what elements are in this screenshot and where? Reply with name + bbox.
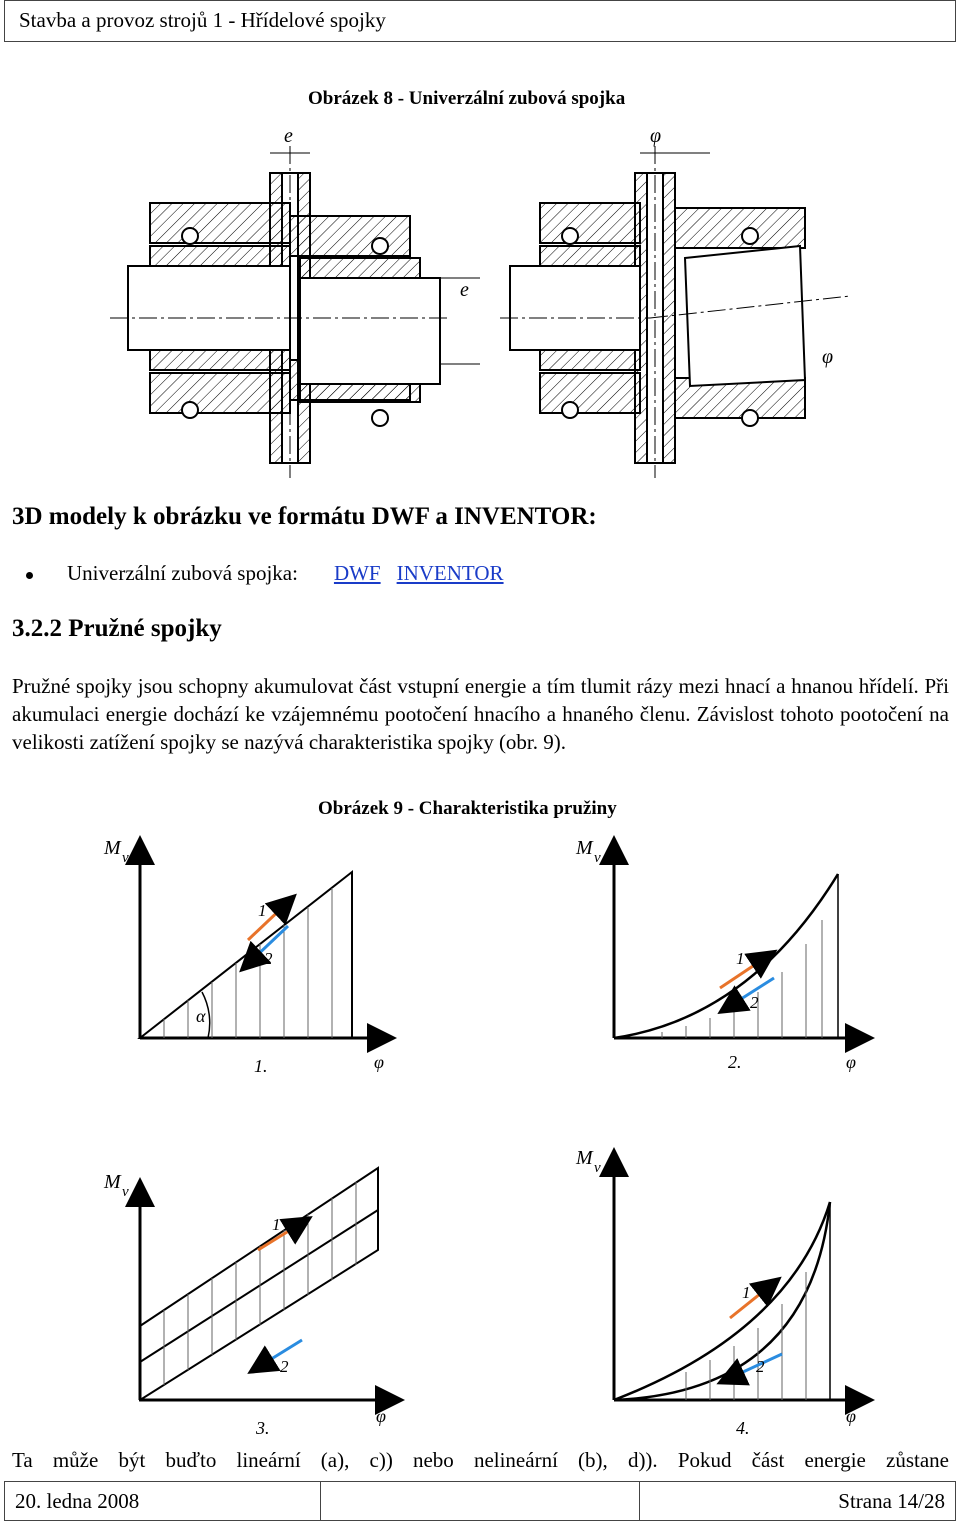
panel-4-y-label: M xyxy=(576,1147,593,1169)
figure-9-caption: Obrázek 9 - Charakteristika pružiny xyxy=(318,798,617,819)
section-paragraph: Pružné spojky jsou schopny akumulovat část vstupní energie a tím tlumit rázy mezi hnací a hnanou hřídelí. Při akumulaci energie dochází ke vzájemnému pootočení hnacího a hnaného členu. Závislost tohoto pootočení na velikosti zatížení spojky se nazývá charakteristika spojky (obr. 9). xyxy=(12,674,949,754)
coupling-angled xyxy=(510,173,805,463)
panel-1-branch-1: 1 xyxy=(258,901,267,920)
angle-phi-side: φ xyxy=(822,346,834,368)
dwf-link[interactable]: DWF xyxy=(333,561,381,585)
panel-1-branch-2: 2 xyxy=(264,949,273,968)
page-header xyxy=(4,0,956,42)
models-heading: 3D modely k obrázku ve formátu DWF a INVENTOR: xyxy=(12,503,597,530)
panel-2-number: 2. xyxy=(728,1052,742,1072)
panel-2-branch-1: 1 xyxy=(736,949,745,968)
panel-3-y-sub: v xyxy=(122,1184,129,1200)
panel-4-y-sub: v xyxy=(594,1160,601,1176)
models-item-label: Univerzální zubová spojka: xyxy=(67,561,298,585)
panel-2-progressive-chart xyxy=(575,837,860,1072)
page-footer xyxy=(4,1481,956,1521)
footer-spacer xyxy=(321,1482,640,1520)
angle-phi-top: φ xyxy=(650,125,662,147)
continuation-text: Ta může být buďto lineární (a), c)) nebo nelineární (b), d)). Pokud část energie zůstane xyxy=(12,1448,949,1472)
panel-4-branch-2: 2 xyxy=(756,1357,765,1376)
footer-date: 20. ledna 2008 xyxy=(5,1482,321,1520)
panel-1-y-label: M xyxy=(104,837,121,859)
panel-2-y-sub: v xyxy=(594,850,601,866)
panel-4-hysteresis-progressive-chart xyxy=(575,1147,860,1438)
panel-4-x-label: φ xyxy=(846,1406,856,1426)
footer-page-number: Strana 14/28 xyxy=(838,1489,945,1513)
models-list-item xyxy=(26,561,520,586)
panel-3-number: 3. xyxy=(256,1418,270,1438)
panel-3-branch-1: 1 xyxy=(272,1215,281,1234)
panel-2-branch-2: 2 xyxy=(750,993,759,1012)
panel-1-y-sub: v xyxy=(122,850,129,866)
section-heading: 3.2.2 Pružné spojky xyxy=(12,615,222,642)
panel-4-number: 4. xyxy=(736,1418,750,1438)
panel-2-y-label: M xyxy=(576,837,593,859)
document-title: Stavba a provoz strojů 1 - Hřídelové spojky xyxy=(19,8,386,32)
panel-3-branch-2: 2 xyxy=(280,1357,289,1376)
figure-9-characteristics xyxy=(90,832,890,1442)
panel-4-branch-1: 1 xyxy=(742,1283,751,1302)
panel-1-x-label: φ xyxy=(374,1052,384,1072)
dimension-e-side: e xyxy=(460,279,469,301)
inventor-link[interactable]: INVENTOR xyxy=(396,561,504,585)
panel-3-x-label: φ xyxy=(376,1406,386,1426)
figure-8-caption: Obrázek 8 - Univerzální zubová spojka xyxy=(308,88,626,109)
panel-1-number: 1. xyxy=(254,1056,268,1076)
panel-3-hysteresis-linear-chart xyxy=(103,1168,390,1438)
panel-3-y-label: M xyxy=(104,1171,121,1193)
panel-1-linear-chart xyxy=(103,837,384,1076)
panel-2-x-label: φ xyxy=(846,1052,856,1072)
figure-8-coupling-drawing xyxy=(110,118,850,478)
dimension-e-top: e xyxy=(284,125,293,147)
bullet-icon xyxy=(26,572,33,579)
alpha-label: α xyxy=(196,1006,206,1026)
